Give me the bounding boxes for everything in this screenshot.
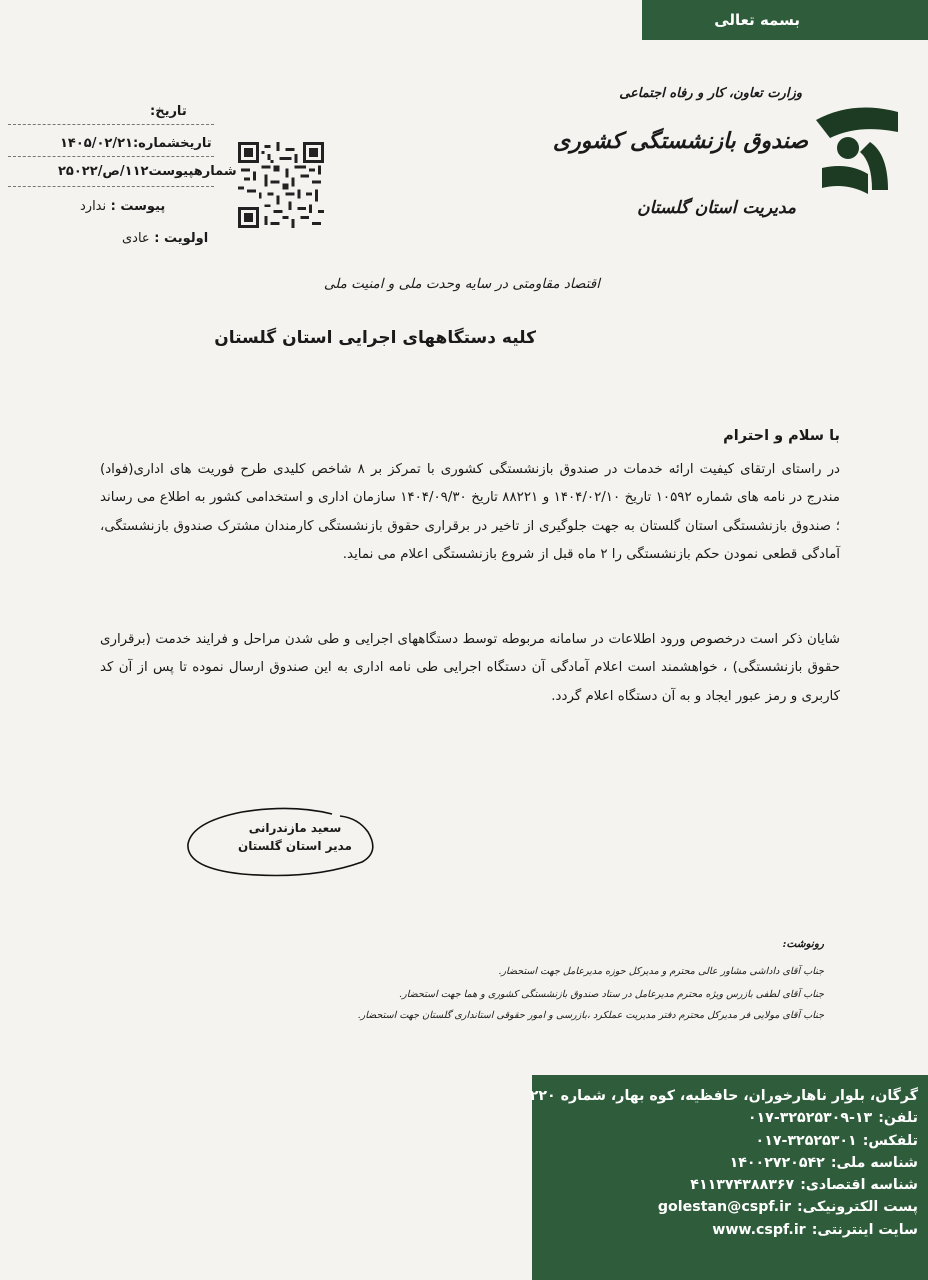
attachment-value: ندارد [80,199,107,214]
footer-phone [532,1107,918,1129]
footer-email [532,1196,918,1218]
phone-value: ۰۱۷-۳۲۵۲۵۳۰۹-۱۳ [747,1110,873,1127]
footer-website [532,1219,918,1241]
signer-name: سعید مازندرانی [248,821,342,835]
logo-mark-icon [808,90,908,200]
bismillah-banner [642,0,928,40]
ministry-name: وزارت تعاون، کار و رفاه اجتماعی [619,86,802,101]
priority-label: اولویت : [154,231,209,246]
date-value: تاریخشماره:۱۴۰۵/۰۲/۲۱ [60,136,212,151]
fax-value: ۰۱۷-۳۲۵۲۵۳۰۱ [755,1132,857,1149]
org-name: صندوق بازنشستگی کشوری [552,128,808,154]
date-divider [8,124,214,125]
cc-title: رونوشت: [782,938,824,950]
priority-row [122,231,208,246]
footer-address: گرگان، بلوار ناهارخوران، حافظیه، کوه بهار، شماره ۲۲۰ [529,1088,918,1104]
number-divider [8,156,214,157]
footer-national-id [532,1152,918,1174]
body-paragraph-2: شایان ذکر است درخصوص ورود اطلاعات در سامانه مربوطه توسط دستگاههای اجرایی و طی شدن مراحل و فرایند خدمت (برقراری حقوق بازنشستگی) ، خواهشمند است اعلام آمادگی آن دستگاه اجرایی طی نامه اداری به این صندوق ارسال نموده تا پس از آن کد کاربری و رمز عبور ایجاد و به آن دستگاه اعلام گردد. [100,632,840,704]
signer-title: مدیر استان گلستان [238,839,352,853]
attachment-label: پیوست : [110,199,166,214]
priority-value: عادی [122,231,150,246]
cc-line-2: جناب آقای لطفی بازرس ویژه محترم مدیرعامل در ستاد صندوق بازنشستگی کشوری و هما جهت استحضار. [399,989,824,1000]
phone-label: تلفن: [878,1110,918,1127]
date-label: تاریخ: [150,104,187,119]
economic-id-label: شناسه اقتصادی: [800,1177,918,1194]
org-logo [552,82,908,232]
email-label: پست الکترونیکی: [797,1199,918,1216]
national-id-label: شناسه ملی: [830,1154,918,1171]
cc-line-1: جناب آقای داداشی مشاور عالی محترم و مدیرکل حوزه مدیرعامل جهت استحضار. [498,966,824,977]
national-id-value: ۱۴۰۰۲۷۲۰۵۴۲ [729,1154,825,1171]
bismillah-text: بسمه تعالی [714,11,800,29]
attachment-divider [8,186,214,187]
greeting: با سلام و احترام [723,428,840,444]
contact-footer [529,1075,928,1280]
cc-line-3: جناب آقای مولایی فر مدیرکل محترم دفتر مدیریت عملکرد ،بازرسی و امور حقوقی استانداری گلستان جهت استحضار. [357,1010,824,1021]
attachment-row [80,199,165,214]
fax-label: تلفکس: [862,1132,918,1149]
qr-code-icon [238,142,324,228]
signature-block [238,819,352,855]
website-value[interactable]: www.cspf.ir [712,1221,806,1238]
footer-fax [532,1130,918,1152]
economic-id-value: ۴۱۱۳۷۴۳۸۸۳۶۷ [690,1177,795,1194]
province-name: مدیریت استان گلستان [637,198,796,218]
website-label: سایت اینترنتی: [811,1221,918,1238]
email-value[interactable]: golestan@cspf.ir [657,1199,791,1216]
motto: اقتصاد مقاومتی در سایه وحدت ملی و امنیت ملی [323,276,600,292]
addressee: کلیه دستگاههای اجرایی استان گلستان [214,328,536,348]
number-value: شمارهپیوست۱۱۲/ص/۲۵۰۲۲ [58,164,237,179]
body-paragraph-1: در راستای ارتقای کیفیت ارائه خدمات در صندوق بازنشستگی کشوری با تمرکز بر ۸ شاخص کلیدی طرح فوریت های اداری(فواد) مندرج در نامه های شماره ۱۰۵۹۲ تاریخ ۱۴۰۴/۰۲/۱۰ و ۸۸۲۲۱ تاریخ ۱۴۰۴/۰۹/۳۰ سازمان اداری و استخدامی کشور به اطلاع می رساند ؛ صندوق بازنشستگی استان گلستان به جهت جلوگیری از تاخیر در برقراری حقوق بازنشستگی کارمندان مشترک صندوق بازنشستگی، آمادگی قطعی نمودن حکم بازنشستگی را ۲ ماه قبل از شروع بازنشستگی اعلام می نماید. [100,462,840,563]
footer-economic-id [532,1174,918,1196]
